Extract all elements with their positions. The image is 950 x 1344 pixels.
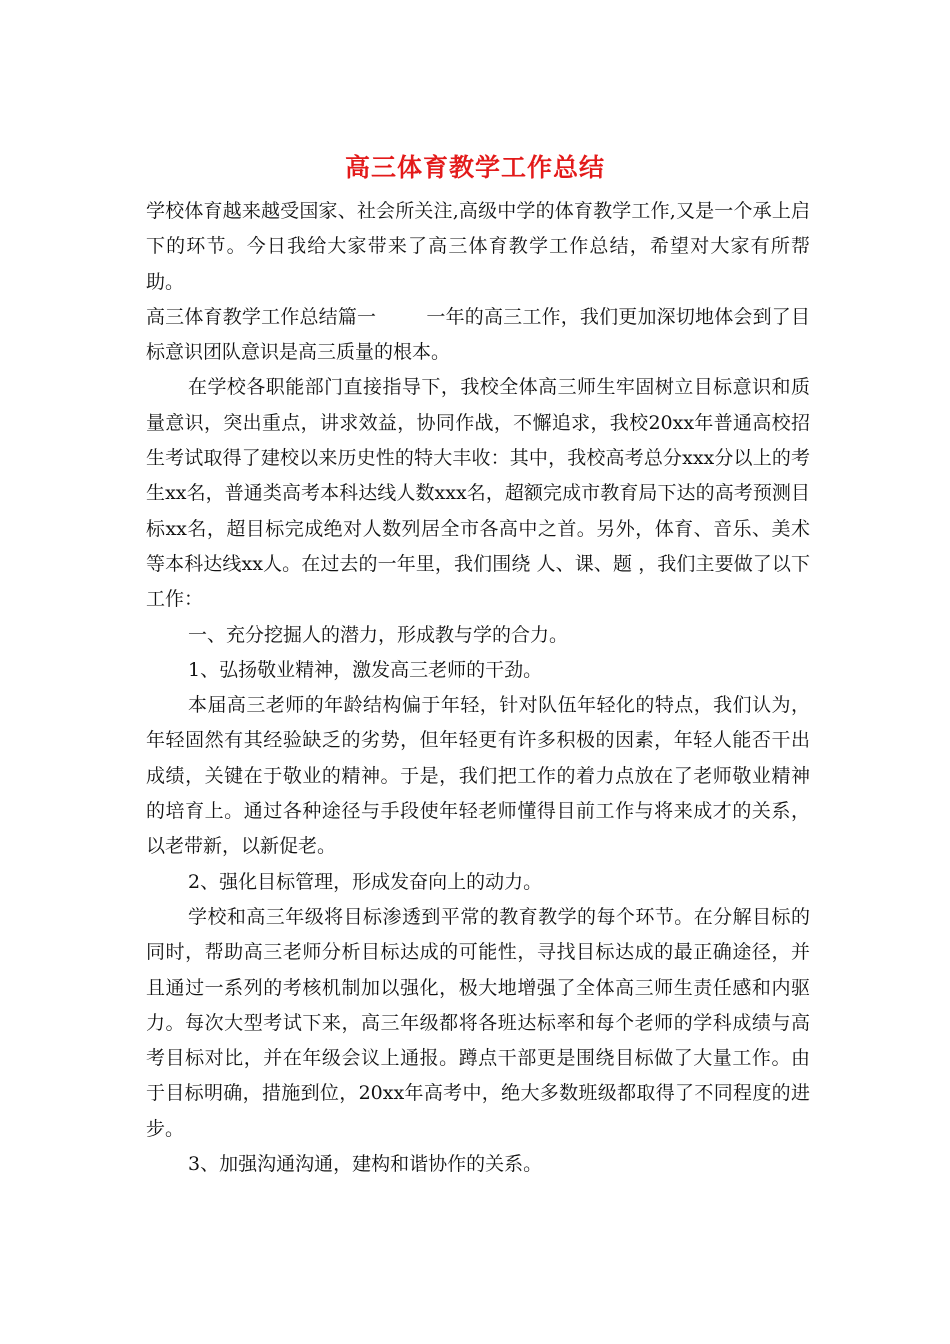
document-body	[146, 194, 810, 1182]
subheading-1: 1、弘扬敬业精神，激发高三老师的干劲。	[188, 658, 543, 681]
body-paragraph-targets: 学校和高三年级将目标渗透到平常的教育教学的每个环节。在分解目标的同时，帮助高三老师分析目标达成的可能性，寻找目标达成的最正确途径，并且通过一系列的考核机制加以强化，极大地增强了全体高三师生责任感和内驱力。每次大型考试下来，高三年级都将各班达标率和每个老师的学科成绩与高考目标对比，并在年级会议上通报。蹲点干部更是围绕目标做了大量工作。由于目标明确，措施到位，20xx年高考中，绝大多数班级都取得了不同程度的进步。	[146, 905, 810, 1140]
section-lead: 一年的高三工作，我们更加深切地体会到了目标意识团队意识是高三质量的根本。	[146, 305, 810, 364]
section-first-paragraph	[146, 300, 810, 371]
intro-paragraph: 学校体育越来越受国家、社会所关注,高级中学的体育教学工作,又是一个承上启下的环节。今日我给大家带来了高三体育教学工作总结，希望对大家有所帮助。	[146, 200, 810, 293]
page-title: 高三体育教学工作总结	[344, 153, 605, 182]
subheading-2: 2、强化目标管理，形成发奋向上的动力。	[188, 870, 543, 893]
body-paragraph-results: 在学校各职能部门直接指导下，我校全体高三师生牢固树立目标意识和质量意识，突出重点，讲求效益，协同作战，不懈追求，我校20xx年普通高校招生考试取得了建校以来历史性的特大丰收：其中，我校高考总分xxx分以上的考生xx名，普通类高考本科达线人数xxx名，超额完成市教育局下达的高考预测目标xx名，超目标完成绝对人数列居全市各高中之首。另外，体育、音乐、美术等本科达线xx人。在过去的一年里，我们围绕 人、课、题 ，我们主要做了以下工作：	[146, 376, 810, 611]
subheading-3: 3、加强沟通沟通，建构和谐协作的关系。	[188, 1153, 543, 1176]
section-heading: 高三体育教学工作总结篇一	[146, 305, 377, 328]
heading-part-one: 一、充分挖掘人的潜力，形成教与学的合力。	[188, 623, 569, 646]
body-paragraph-teachers: 本届高三老师的年龄结构偏于年轻，针对队伍年轻化的特点，我们认为，年轻固然有其经验缺乏的劣势，但年轻更有许多积极的因素，年轻人能否干出成绩，关键在于敬业的精神。于是，我们把工作的着力点放在了老师敬业精神的培育上。通过各种途径与手段使年轻老师懂得目前工作与将来成才的关系，以老带新，以新促老。	[146, 694, 810, 858]
